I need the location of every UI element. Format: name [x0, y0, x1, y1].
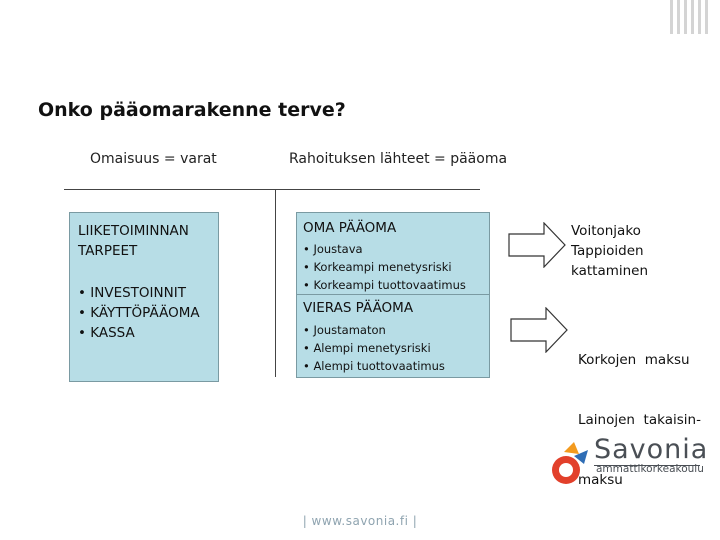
footer-url[interactable]: | www.savonia.fi | [302, 514, 418, 528]
equity-outcome [571, 221, 648, 281]
decorative-stripes [670, 0, 708, 34]
logo-name: Savonia [594, 434, 709, 465]
assets-item: • KASSA [78, 325, 135, 341]
equity-item: • Joustava [303, 242, 363, 256]
debt-outcome [578, 310, 701, 510]
debt-item: • Alempi tuottovaatimus [303, 359, 445, 373]
debt-outcome-line: Korkojen maksu [578, 352, 690, 368]
equity-item: • Korkeampi tuottovaatimus [303, 278, 466, 292]
assets-item: • KÄYTTÖPÄÄOMA [78, 305, 200, 321]
debt-item: • Alempi menetysriski [303, 341, 431, 355]
equity-box [296, 212, 490, 295]
equity-item: • Korkeampi menetysriski [303, 260, 452, 274]
equity-outcome-line: kattaminen [571, 263, 649, 279]
debt-outcome-line: maksu [578, 472, 623, 488]
debt-arrow-icon [510, 307, 568, 353]
equity-outcome-line: Voitonjako [571, 223, 641, 239]
debt-heading: VIERAS PÄÄOMA [303, 300, 414, 316]
horizontal-divider [64, 189, 480, 190]
debt-item: • Joustamaton [303, 323, 386, 337]
assets-item: • INVESTOINNIT [78, 285, 186, 301]
assets-heading-line1: LIIKETOIMINNAN [78, 223, 189, 239]
equity-outcome-line: Tappioiden [571, 243, 644, 259]
debt-outcome-line: Lainojen takaisin- [578, 412, 701, 428]
debt-box [296, 294, 490, 378]
equity-heading: OMA PÄÄOMA [303, 220, 397, 236]
assets-box [69, 212, 219, 382]
vertical-divider [275, 189, 276, 377]
equity-arrow-icon [508, 222, 566, 268]
assets-heading-line2: TARPEET [78, 243, 138, 259]
savonia-logo-mark-icon [546, 438, 592, 486]
logo-subtitle: ammattikorkeakoulu [596, 463, 704, 475]
slide-title: Onko pääomarakenne terve? [38, 99, 346, 121]
assets-header: Omaisuus = varat [90, 151, 217, 167]
funding-header: Rahoituksen lähteet = pääoma [289, 151, 508, 167]
